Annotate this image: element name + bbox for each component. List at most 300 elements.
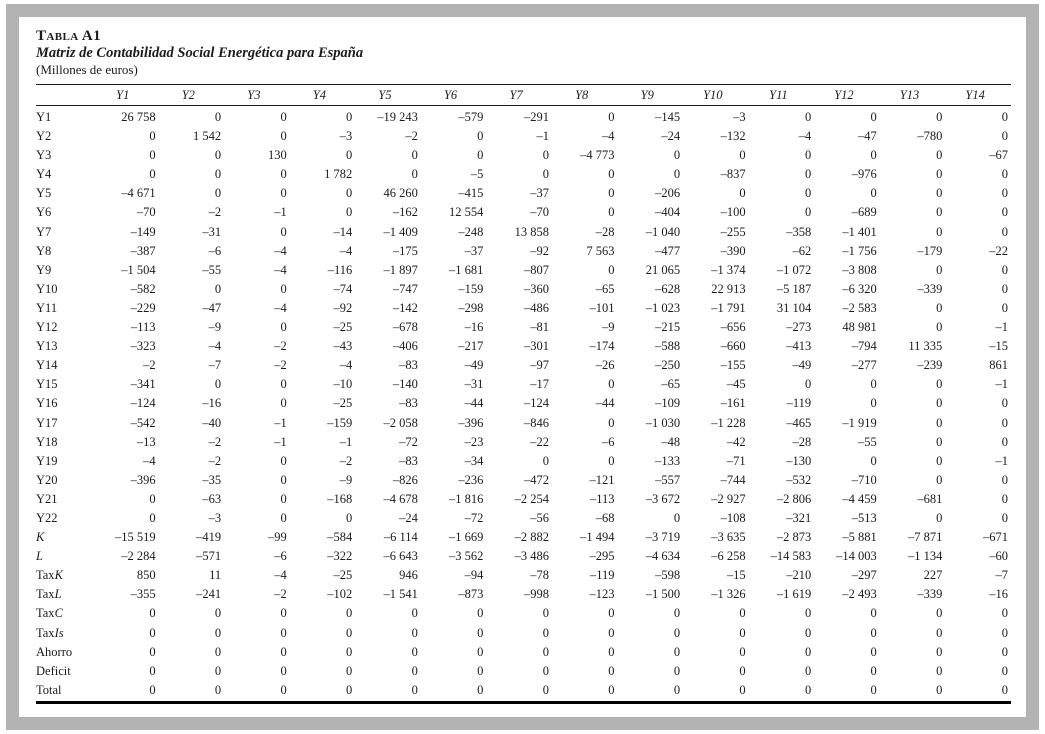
table-cell: 0: [280, 224, 287, 239]
table-cell: –97: [530, 358, 549, 373]
table-cell: 0: [93, 681, 159, 703]
table-cell: –1 040: [645, 224, 681, 239]
table-cell: –1 681: [449, 262, 484, 277]
table-cell: 0: [870, 377, 877, 392]
column-header: Y11: [749, 85, 815, 106]
table-cell: 0: [608, 377, 615, 392]
table-cell: 0: [870, 606, 877, 621]
table-cell: 0: [542, 167, 549, 182]
table-cell: –3 672: [645, 491, 681, 506]
table-cell: –2 882: [514, 530, 549, 545]
column-header: Y5: [355, 85, 421, 106]
table-cell: –1: [995, 320, 1008, 335]
table-cell: 0: [936, 167, 943, 182]
table-cell: –1 023: [645, 300, 681, 315]
table-cell: 0: [936, 415, 943, 430]
row-label-suffix: C: [54, 606, 63, 621]
table-row: [36, 414, 1011, 433]
table-cell: 0: [280, 625, 287, 640]
table-cell: –339: [917, 587, 943, 602]
table-cell: 0: [542, 644, 549, 659]
table-row: [36, 337, 1011, 356]
table-cell: –15: [726, 568, 746, 583]
table-cell: 0: [936, 262, 943, 277]
table-cell: –28: [595, 224, 615, 239]
table-row: [36, 585, 1011, 604]
table-cell: –2 284: [121, 549, 156, 564]
row-label: [36, 547, 93, 566]
row-label-prefix: Y17: [36, 415, 58, 430]
table-cell: 26 758: [121, 110, 156, 124]
table-cell: 0: [673, 167, 681, 182]
table-cell: –406: [392, 339, 418, 354]
table-cell: 0: [804, 167, 812, 182]
table-cell: –582: [130, 281, 156, 296]
table-cell: 0: [608, 625, 615, 640]
table-cell: –656: [720, 320, 746, 335]
table-row: [36, 106, 1011, 128]
table-cell: –142: [392, 300, 418, 315]
row-label: [36, 242, 93, 261]
table-cell: 0: [280, 320, 287, 335]
table-cell: –2: [208, 453, 222, 468]
table-cell: –6: [274, 549, 287, 564]
row-label: [36, 604, 93, 623]
table-row: [36, 452, 1011, 471]
table-cell: 7 563: [586, 243, 615, 258]
table-cell: –83: [399, 396, 418, 411]
table-cell: –15: [989, 339, 1008, 354]
table-cell: 0: [346, 663, 353, 678]
table-cell: 0: [477, 129, 484, 144]
table-cell: –1 619: [776, 587, 812, 602]
table-cell: –1 409: [383, 224, 418, 239]
table-row: [36, 433, 1011, 452]
table-cell: –5 881: [842, 530, 877, 545]
table-cell: 0: [739, 663, 746, 678]
table-cell: –465: [786, 415, 812, 430]
table-cell: –1: [995, 453, 1008, 468]
table-cell: 0: [477, 644, 484, 659]
table-row: [36, 643, 1011, 662]
table-row: [36, 604, 1011, 623]
table-cell: –108: [720, 510, 746, 525]
column-header: Y4: [290, 85, 356, 106]
row-label-prefix: Y1: [36, 110, 52, 124]
table-cell: 0: [290, 681, 356, 703]
table-cell: 0: [542, 663, 549, 678]
row-label-prefix: Y2: [36, 129, 52, 144]
table-cell: 0: [280, 186, 287, 201]
table-cell: –140: [392, 377, 418, 392]
row-label-prefix: Y5: [36, 186, 52, 201]
table-cell: 0: [421, 681, 487, 703]
table-cell: –71: [726, 453, 746, 468]
row-label-prefix: Tax: [36, 606, 55, 621]
table-cell: 946: [399, 568, 418, 583]
table-cell: 1 782: [324, 167, 353, 182]
table-cell: 0: [673, 663, 681, 678]
table-cell: 0: [870, 396, 877, 411]
table-cell: –70: [136, 205, 156, 220]
table-cell: –255: [720, 224, 746, 239]
table-cell: –40: [202, 415, 222, 430]
table-cell: –23: [464, 434, 484, 449]
table-cell: –113: [131, 320, 156, 335]
column-header: Y6: [421, 85, 487, 106]
table-cell: –7: [995, 568, 1008, 583]
table-cell: –16: [989, 587, 1008, 602]
table-cell: 0: [1001, 205, 1008, 220]
table-cell: 0: [1001, 510, 1008, 525]
table-cell: –415: [458, 186, 484, 201]
table-cell: –689: [851, 205, 877, 220]
table-cell: –101: [589, 300, 615, 315]
table-cell: –149: [130, 224, 156, 239]
column-header: Y10: [683, 85, 749, 106]
table-cell: 0: [346, 205, 353, 220]
table-cell: –45: [726, 377, 746, 392]
table-cell: –22: [530, 434, 549, 449]
table-cell: 0: [280, 129, 287, 144]
table-cell: –1 816: [449, 491, 484, 506]
row-label-prefix: Y15: [36, 377, 58, 392]
table-cell: –355: [130, 587, 156, 602]
table-cell: 0: [804, 377, 812, 392]
row-label: [36, 566, 93, 585]
table-cell: 22 913: [711, 281, 746, 296]
table-cell: –168: [327, 491, 353, 506]
table-cell: –47: [202, 300, 222, 315]
table-cell: 0: [814, 681, 880, 703]
table-cell: –47: [858, 129, 877, 144]
table-cell: 0: [870, 663, 877, 678]
table-cell: 0: [411, 167, 418, 182]
table-cell: –557: [655, 472, 681, 487]
column-header: Y9: [618, 85, 684, 106]
table-cell: –1 228: [711, 415, 746, 430]
table-cell: 0: [1001, 129, 1008, 144]
table-cell: –807: [523, 262, 549, 277]
column-header: Y3: [224, 85, 290, 106]
table-cell: –1: [536, 129, 549, 144]
row-label: [36, 356, 93, 375]
table-row: [36, 203, 1011, 222]
table-cell: 0: [1001, 644, 1008, 659]
table-cell: –102: [327, 587, 353, 602]
table-cell: 0: [280, 167, 287, 182]
table-cell: 0: [936, 663, 943, 678]
table-cell: 0: [1001, 434, 1008, 449]
table-cell: –6: [602, 434, 615, 449]
table-cell: 0: [870, 453, 877, 468]
table-cell: 0: [749, 681, 815, 703]
table-cell: 0: [214, 625, 222, 640]
table-cell: 21 065: [645, 262, 681, 277]
table-cell: 0: [870, 644, 877, 659]
table-cell: –4 671: [121, 186, 156, 201]
table-cell: –31: [464, 377, 484, 392]
row-label: [36, 509, 93, 528]
table-cell: –2 493: [842, 587, 877, 602]
table-cell: –123: [589, 587, 615, 602]
table-cell: 0: [346, 110, 353, 124]
table-cell: 0: [1001, 110, 1008, 124]
table-cell: 0: [1001, 167, 1008, 182]
table-cell: 0: [1001, 396, 1008, 411]
table-cell: 0: [542, 148, 549, 163]
table-cell: –65: [661, 377, 681, 392]
table-cell: –298: [458, 300, 484, 315]
table-cell: –4 634: [645, 549, 681, 564]
table-cell: –4: [339, 358, 353, 373]
table-cell: –998: [523, 587, 549, 602]
table-cell: –794: [851, 339, 877, 354]
table-cell: –124: [523, 396, 549, 411]
row-label-prefix: Y11: [36, 300, 58, 315]
table-cell: –2: [274, 339, 287, 354]
table-cell: 0: [214, 377, 222, 392]
row-label-prefix: Y13: [36, 339, 58, 354]
table-cell: –81: [530, 320, 549, 335]
table-cell: –1 326: [711, 587, 746, 602]
table-cell: 0: [739, 625, 746, 640]
table-cell: 0: [542, 453, 549, 468]
table-cell: –62: [792, 243, 812, 258]
table-cell: –94: [464, 568, 484, 583]
table-cell: –24: [399, 510, 418, 525]
table-cell: 0: [214, 281, 222, 296]
table-row: [36, 261, 1011, 280]
document-page: [19, 17, 1026, 717]
sam-matrix-table: [36, 84, 1011, 704]
row-label: [36, 624, 93, 643]
table-cell: –710: [851, 472, 877, 487]
table-cell: –133: [655, 453, 681, 468]
table-cell: –25: [333, 568, 353, 583]
table-row: [36, 280, 1011, 299]
row-label: [36, 203, 93, 222]
table-cell: 11 335: [908, 339, 943, 354]
table-cell: –976: [851, 167, 877, 182]
table-cell: –5 187: [776, 281, 812, 296]
table-cell: –387: [130, 243, 156, 258]
table-cell: 0: [608, 186, 615, 201]
table-cell: –1 669: [449, 530, 484, 545]
table-cell: –396: [130, 472, 156, 487]
column-header: Y7: [486, 85, 552, 106]
table-cell: –175: [392, 243, 418, 258]
table-cell: –37: [530, 186, 549, 201]
table-cell: 0: [945, 681, 1011, 703]
row-label: [36, 643, 93, 662]
table-cell: 0: [1001, 224, 1008, 239]
table-row: [36, 318, 1011, 337]
table-cell: –532: [786, 472, 812, 487]
table-cell: 227: [923, 568, 943, 583]
table-cell: –9: [208, 320, 222, 335]
table-cell: 0: [149, 510, 156, 525]
table-cell: 12 554: [449, 205, 484, 220]
table-cell: –217: [458, 339, 484, 354]
table-cell: 0: [149, 644, 156, 659]
table-cell: 48 981: [842, 320, 877, 335]
table-cell: –161: [720, 396, 746, 411]
table-cell: –15 519: [114, 530, 156, 545]
table-cell: –477: [655, 243, 681, 258]
table-cell: –846: [523, 415, 549, 430]
row-label-prefix: Total: [36, 682, 62, 697]
table-cell: –2: [208, 205, 222, 220]
table-cell: –660: [720, 339, 746, 354]
table-cell: –4: [143, 453, 156, 468]
table-cell: 0: [346, 148, 353, 163]
table-cell: –241: [196, 587, 222, 602]
row-label-suffix: L: [54, 587, 62, 602]
table-cell: –2 806: [776, 491, 812, 506]
table-cell: 0: [608, 644, 615, 659]
table-cell: 0: [673, 510, 681, 525]
table-cell: –2 873: [776, 530, 812, 545]
row-label: [36, 127, 93, 146]
table-cell: 0: [880, 681, 946, 703]
table-cell: –1 401: [842, 224, 877, 239]
table-cell: 0: [411, 644, 418, 659]
table-cell: –248: [458, 224, 484, 239]
table-cell: 861: [989, 358, 1008, 373]
table-cell: –1 919: [842, 415, 877, 430]
row-label: [36, 165, 93, 184]
column-header: Y8: [552, 85, 618, 106]
table-cell: –132: [720, 129, 746, 144]
table-cell: 0: [1001, 625, 1008, 640]
table-cell: 0: [673, 148, 681, 163]
table-cell: –321: [786, 510, 812, 525]
table-cell: 0: [346, 644, 353, 659]
table-cell: –74: [333, 281, 353, 296]
table-cell: –2 058: [383, 415, 418, 430]
table-cell: 0: [936, 377, 943, 392]
row-label: [36, 585, 93, 604]
table-cell: –17: [530, 377, 549, 392]
table-cell: –4: [602, 129, 615, 144]
table-cell: –588: [655, 339, 681, 354]
row-label-prefix: Y20: [36, 472, 58, 487]
table-row: [36, 471, 1011, 490]
table-row: [36, 509, 1011, 528]
table-cell: –404: [655, 205, 681, 220]
table-cell: 0: [936, 644, 943, 659]
table-row: [36, 299, 1011, 318]
table-cell: –31: [202, 224, 222, 239]
table-cell: –42: [726, 434, 746, 449]
row-label-prefix: Y8: [36, 243, 52, 258]
table-cell: 0: [1001, 186, 1008, 201]
table-cell: –72: [464, 510, 484, 525]
table-cell: –4 459: [842, 491, 877, 506]
table-cell: 0: [739, 186, 746, 201]
row-label-suffix: L: [36, 549, 43, 564]
table-cell: –99: [267, 530, 287, 545]
row-label: [36, 471, 93, 490]
table-cell: 0: [214, 110, 222, 124]
table-cell: 0: [936, 186, 943, 201]
row-label-prefix: Y22: [36, 510, 58, 525]
table-cell: 0: [280, 453, 287, 468]
table-cell: 0: [149, 129, 156, 144]
table-row: [36, 146, 1011, 165]
table-cell: 0: [608, 606, 615, 621]
row-label-prefix: Tax: [36, 625, 55, 640]
row-label-suffix: K: [36, 530, 45, 545]
table-cell: 0: [804, 110, 812, 124]
table-cell: 0: [608, 415, 615, 430]
table-cell: –628: [655, 281, 681, 296]
row-label-prefix: Y6: [36, 205, 52, 220]
table-row: [36, 184, 1011, 203]
table-cell: –1 541: [383, 587, 418, 602]
table-cell: –16: [464, 320, 484, 335]
table-cell: 0: [673, 644, 681, 659]
page-frame: [6, 4, 1039, 730]
row-label-prefix: Y3: [36, 148, 52, 163]
table-cell: –92: [530, 243, 549, 258]
table-cell: –3 562: [449, 549, 484, 564]
table-cell: –250: [655, 358, 681, 373]
table-cell: –681: [917, 491, 943, 506]
table-cell: 0: [214, 663, 222, 678]
row-label: [36, 414, 93, 433]
table-cell: 0: [214, 606, 222, 621]
table-cell: 0: [159, 681, 225, 703]
row-label-prefix: Y21: [36, 491, 58, 506]
table-cell: 13 858: [514, 224, 549, 239]
table-cell: –396: [458, 415, 484, 430]
table-cell: –159: [458, 281, 484, 296]
table-cell: –678: [392, 320, 418, 335]
table-cell: –206: [655, 186, 681, 201]
table-cell: 0: [608, 453, 615, 468]
table-cell: 0: [149, 606, 156, 621]
table-cell: 0: [1001, 300, 1008, 315]
table-cell: 0: [870, 186, 877, 201]
row-label: [36, 223, 93, 242]
table-cell: –9: [602, 320, 615, 335]
table-row: [36, 375, 1011, 394]
table-cell: –78: [530, 568, 549, 583]
table-cell: –1 494: [580, 530, 615, 545]
table-cell: –780: [917, 129, 943, 144]
table-cell: –322: [327, 549, 353, 564]
table-cell: 0: [280, 110, 287, 124]
table-cell: 0: [214, 644, 222, 659]
table-cell: 0: [1001, 281, 1008, 296]
table-row: [36, 662, 1011, 681]
table-cell: –3 719: [645, 530, 681, 545]
table-cell: 0: [355, 681, 421, 703]
table-cell: –6: [208, 243, 222, 258]
table-cell: –145: [655, 110, 681, 124]
table-cell: –579: [458, 110, 484, 124]
row-label: [36, 452, 93, 471]
table-cell: –571: [196, 549, 222, 564]
table-unit: (Millones de euros): [36, 62, 138, 77]
table-cell: 0: [411, 606, 418, 621]
table-cell: –60: [989, 549, 1008, 564]
column-header: Y13: [880, 85, 946, 106]
table-cell: 0: [608, 262, 615, 277]
table-cell: 0: [1001, 663, 1008, 678]
